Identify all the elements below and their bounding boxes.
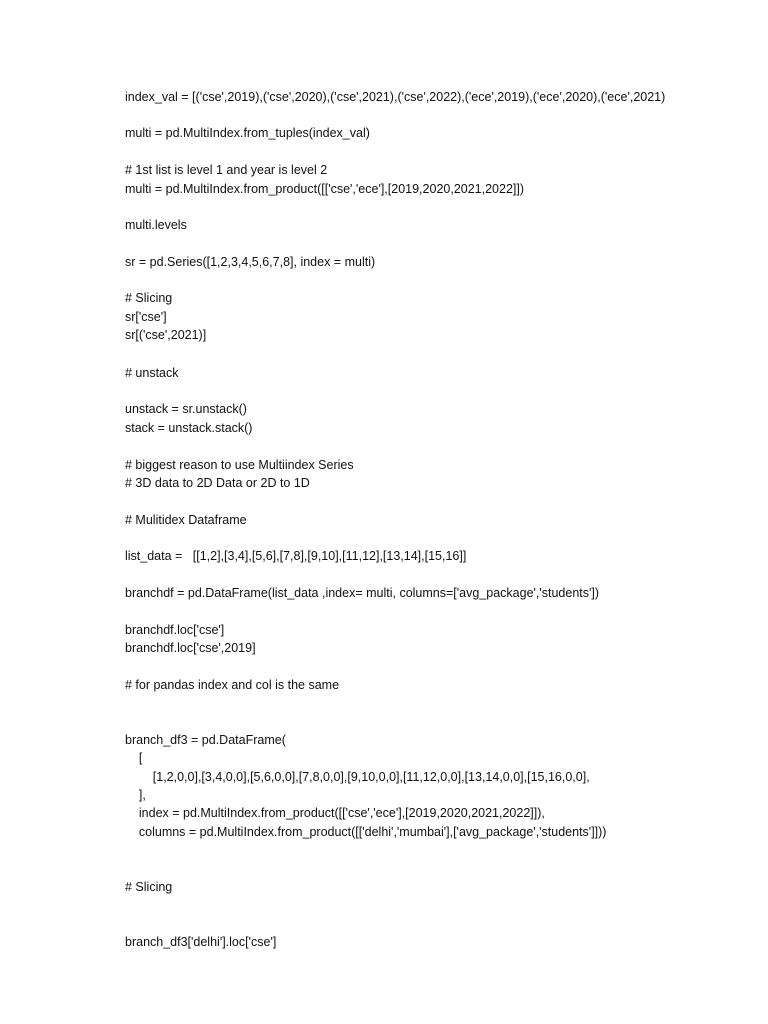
code-line: multi = pd.MultiIndex.from_product([['cse','ece'],[2019,2020,2021,2022]]) bbox=[125, 182, 525, 196]
code-line: list_data = [[1,2],[3,4],[5,6],[7,8],[9,10],[11,12],[13,14],[15,16]] bbox=[125, 549, 467, 563]
code-line: [1,2,0,0],[3,4,0,0],[5,6,0,0],[7,8,0,0],[9,10,0,0],[11,12,0,0],[13,14,0,0],[15,16,0,0], bbox=[125, 770, 590, 784]
comment-line: # 1st list is level 1 and year is level 2 bbox=[125, 163, 328, 177]
comment-line: # 3D data to 2D Data or 2D to 1D bbox=[125, 476, 310, 490]
code-line: multi = pd.MultiIndex.from_tuples(index_val) bbox=[125, 126, 370, 140]
code-line: stack = unstack.stack() bbox=[125, 421, 253, 435]
comment-line: # Mulitidex Dataframe bbox=[125, 513, 247, 527]
code-line: branch_df3['delhi'].loc['cse'] bbox=[125, 935, 277, 949]
comment-line: # Slicing bbox=[125, 880, 173, 894]
comment-line: # Slicing bbox=[125, 291, 173, 305]
code-line: branchdf.loc['cse'] bbox=[125, 623, 225, 637]
code-line: multi.levels bbox=[125, 218, 187, 232]
comment-line: # for pandas index and col is the same bbox=[125, 678, 340, 692]
code-line: branchdf = pd.DataFrame(list_data ,index= multi, columns=['avg_package','students']) bbox=[125, 586, 600, 600]
code-line: sr = pd.Series([1,2,3,4,5,6,7,8], index = multi) bbox=[125, 255, 376, 269]
code-line: unstack = sr.unstack() bbox=[125, 402, 247, 416]
code-line: sr['cse'] bbox=[125, 310, 167, 324]
code-line: branchdf.loc['cse',2019] bbox=[125, 641, 256, 655]
code-line: branch_df3 = pd.DataFrame( bbox=[125, 733, 286, 747]
comment-line: # unstack bbox=[125, 366, 179, 380]
code-line: [ bbox=[125, 751, 143, 765]
code-line: sr[('cse',2021)] bbox=[125, 328, 207, 342]
code-line: columns = pd.MultiIndex.from_product([['delhi','mumbai'],['avg_package','students']])) bbox=[125, 825, 607, 839]
code-line: index = pd.MultiIndex.from_product([['cse','ece'],[2019,2020,2021,2022]]), bbox=[125, 806, 545, 820]
comment-line: # biggest reason to use Multiindex Series bbox=[125, 458, 354, 472]
code-line: ], bbox=[125, 788, 146, 802]
code-line: index_val = [('cse',2019),('cse',2020),('cse',2021),('cse',2022),('ece',2019),('ece',2020),('ece',2021) bbox=[125, 90, 666, 104]
